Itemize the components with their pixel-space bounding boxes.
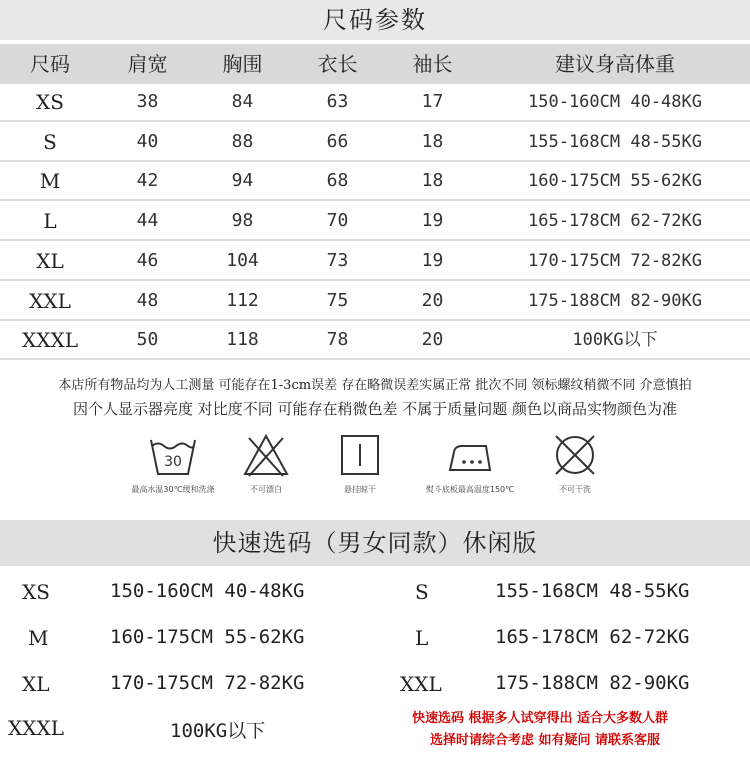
cell-shoulder: 40 [136, 130, 159, 152]
table-row [0, 124, 750, 162]
header-shoulder: 肩宽 [127, 52, 168, 76]
svg-text:30: 30 [164, 454, 182, 470]
cell-chest: 112 [226, 289, 259, 311]
cell-rec: 170-175CM 72-82KG [528, 250, 702, 271]
header-length: 衣长 [317, 52, 358, 76]
care-dryclean [520, 432, 630, 495]
cell-shoulder: 50 [136, 329, 159, 351]
cell-length: 63 [326, 91, 349, 112]
cell-size: XL [36, 248, 64, 273]
care-iron-label: 熨斗底板最高温度150℃ [425, 485, 515, 494]
table-header [0, 42, 750, 84]
cell-sleeve: 20 [421, 329, 444, 351]
cell-size: XXXL [22, 328, 78, 353]
quick-tip-1: 快速选码 根据多人试穿得出 适合大多数人群 [412, 711, 669, 726]
cell-shoulder: 46 [136, 249, 159, 271]
quick-size-m: M [28, 626, 49, 650]
care-iron [415, 432, 525, 495]
header-chest: 胸围 [222, 52, 263, 76]
cell-rec: 160-175CM 55-62KG [528, 171, 702, 192]
no-bleach-icon [241, 432, 291, 478]
table-row [0, 203, 750, 241]
care-dry-label: 悬挂晾干 [344, 485, 376, 494]
cell-sleeve: 20 [421, 289, 444, 311]
header-size: 尺码 [30, 52, 70, 76]
cell-chest: 84 [231, 91, 254, 112]
cell-chest: 104 [226, 249, 259, 271]
quick-select-title: 快速选码（男女同款）休闲版 [0, 520, 750, 566]
quick-size-l: L [415, 626, 429, 650]
cell-chest: 94 [231, 170, 254, 192]
table-row [0, 163, 750, 201]
cell-rec: 175-188CM 82-90KG [528, 290, 702, 311]
cell-length: 66 [326, 130, 349, 152]
cell-rec: 100KG以下 [572, 330, 658, 351]
cell-rec: 165-178CM 62-72KG [528, 211, 702, 232]
cell-sleeve: 18 [421, 130, 444, 152]
quick-size-s: S [415, 580, 429, 604]
cell-sleeve: 19 [421, 249, 444, 271]
quick-rec-l: 165-178CM 62-72KG [495, 626, 690, 648]
quick-rec-xs: 150-160CM 40-48KG [110, 580, 305, 602]
cell-shoulder: 42 [136, 170, 159, 192]
cell-length: 75 [326, 289, 349, 311]
care-dry [305, 432, 415, 495]
cell-length: 73 [326, 249, 349, 271]
quick-rec-m: 160-175CM 55-62KG [110, 626, 305, 648]
quick-rec-xl: 170-175CM 72-82KG [110, 672, 305, 694]
iron-icon [440, 432, 500, 478]
cell-shoulder: 48 [136, 289, 159, 311]
quick-rec-xxxl: 100KG以下 [170, 720, 266, 742]
cell-chest: 118 [226, 329, 259, 351]
cell-size: XS [36, 90, 64, 114]
quick-rec-s: 155-168CM 48-55KG [495, 580, 690, 602]
cell-size: M [39, 169, 61, 194]
cell-sleeve: 19 [421, 210, 444, 232]
cell-length: 68 [326, 170, 349, 192]
cell-size: XXL [29, 288, 71, 313]
page-title: 尺码参数 [0, 0, 750, 40]
cell-size: L [43, 209, 57, 234]
table-row [0, 243, 750, 281]
quick-size-xl: XL [22, 672, 50, 696]
table-row [0, 322, 750, 360]
cell-size: S [43, 129, 57, 154]
cell-sleeve: 17 [421, 91, 444, 112]
care-wash-label: 最高水温30℃缓和洗涤 [131, 485, 215, 494]
care-dryclean-label: 不可干洗 [559, 485, 591, 494]
table-row [0, 84, 750, 122]
header-sleeve: 袖长 [412, 52, 453, 76]
care-bleach-label: 不可漂白 [250, 485, 282, 494]
no-dry-clean-icon [550, 432, 600, 478]
cell-shoulder: 44 [136, 210, 159, 232]
note-line-2: 因个人显示器亮度 对比度不同 可能存在稍微色差 不属于质量问题 颜色以商品实物颜色为准 [72, 400, 678, 418]
quick-rec-xxl: 175-188CM 82-90KG [495, 672, 690, 694]
quick-tip-2: 选择时请综合考虑 如有疑问 请联系客服 [430, 733, 661, 748]
cell-chest: 88 [231, 130, 254, 152]
cell-chest: 98 [231, 210, 254, 232]
quick-size-xxl: XXL [400, 672, 442, 696]
table-row [0, 283, 750, 321]
cell-length: 70 [326, 210, 349, 232]
quick-size-xxxl: XXXL [8, 716, 64, 740]
hang-dry-icon [335, 432, 385, 478]
header-recommend: 建议身高体重 [555, 52, 675, 76]
wash-30-icon [148, 432, 198, 478]
cell-rec: 155-168CM 48-55KG [528, 131, 702, 152]
cell-shoulder: 38 [136, 91, 159, 112]
cell-sleeve: 18 [421, 170, 444, 192]
cell-length: 78 [326, 329, 349, 351]
note-line-1: 本店所有物品均为人工测量 可能存在1-3cm误差 存在略微误差实属正常 批次不同 领标螺纹稍微不同 介意慎拍 [58, 378, 692, 393]
cell-rec: 150-160CM 40-48KG [528, 92, 702, 112]
quick-size-xs: XS [22, 580, 50, 604]
